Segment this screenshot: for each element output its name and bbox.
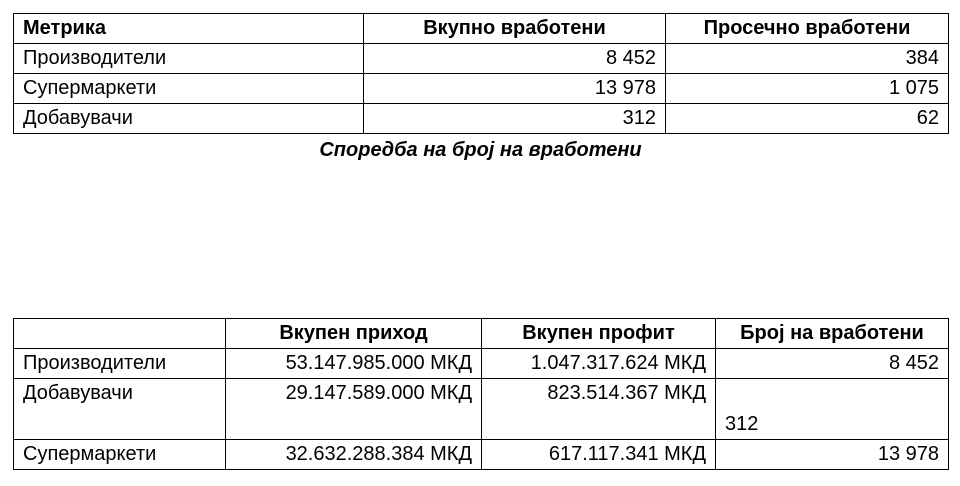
row-label: Супермаркети <box>14 74 364 104</box>
table-row <box>14 74 949 104</box>
financial-summary-table <box>13 318 949 470</box>
table-cell: 32.632.288.384 МКД <box>226 440 482 470</box>
table-cell: 312 <box>716 379 949 440</box>
table-cell: 13 978 <box>716 440 949 470</box>
column-header-total-revenue: Вкупен приход <box>226 319 482 349</box>
column-header-employee-count: Број на вработени <box>716 319 949 349</box>
table-header-row <box>14 319 949 349</box>
table-caption: Споредба на број на вработени <box>319 139 642 161</box>
table-cell: 823.514.367 МКД <box>482 379 716 440</box>
table-cell: 29.147.589.000 МКД <box>226 379 482 440</box>
table-cell: 13 978 <box>364 74 666 104</box>
table-cell: 8 452 <box>364 44 666 74</box>
row-label: Производители <box>14 44 364 74</box>
row-label: Добавувачи <box>14 379 226 440</box>
table-row <box>14 349 949 379</box>
column-header-average-employees: Просечно вработени <box>666 14 949 44</box>
table-header-row <box>14 14 949 44</box>
row-label: Супермаркети <box>14 440 226 470</box>
table-cell: 1 075 <box>666 74 949 104</box>
table-row <box>14 379 949 440</box>
table-cell: 53.147.985.000 МКД <box>226 349 482 379</box>
column-header-total-employees: Вкупно вработени <box>364 14 666 44</box>
table-row <box>14 44 949 74</box>
table-cell: 1.047.317.624 МКД <box>482 349 716 379</box>
row-label: Производители <box>14 349 226 379</box>
row-label: Добавувачи <box>14 104 364 134</box>
table-cell: 312 <box>364 104 666 134</box>
column-header-metric: Метрика <box>14 14 364 44</box>
column-header-empty <box>14 319 226 349</box>
table-cell: 384 <box>666 44 949 74</box>
column-header-total-profit: Вкупен профит <box>482 319 716 349</box>
table-row <box>14 440 949 470</box>
table-cell: 62 <box>666 104 949 134</box>
table-cell: 8 452 <box>716 349 949 379</box>
employee-comparison-table <box>13 13 949 134</box>
table-row <box>14 104 949 134</box>
table-cell: 617.117.341 МКД <box>482 440 716 470</box>
